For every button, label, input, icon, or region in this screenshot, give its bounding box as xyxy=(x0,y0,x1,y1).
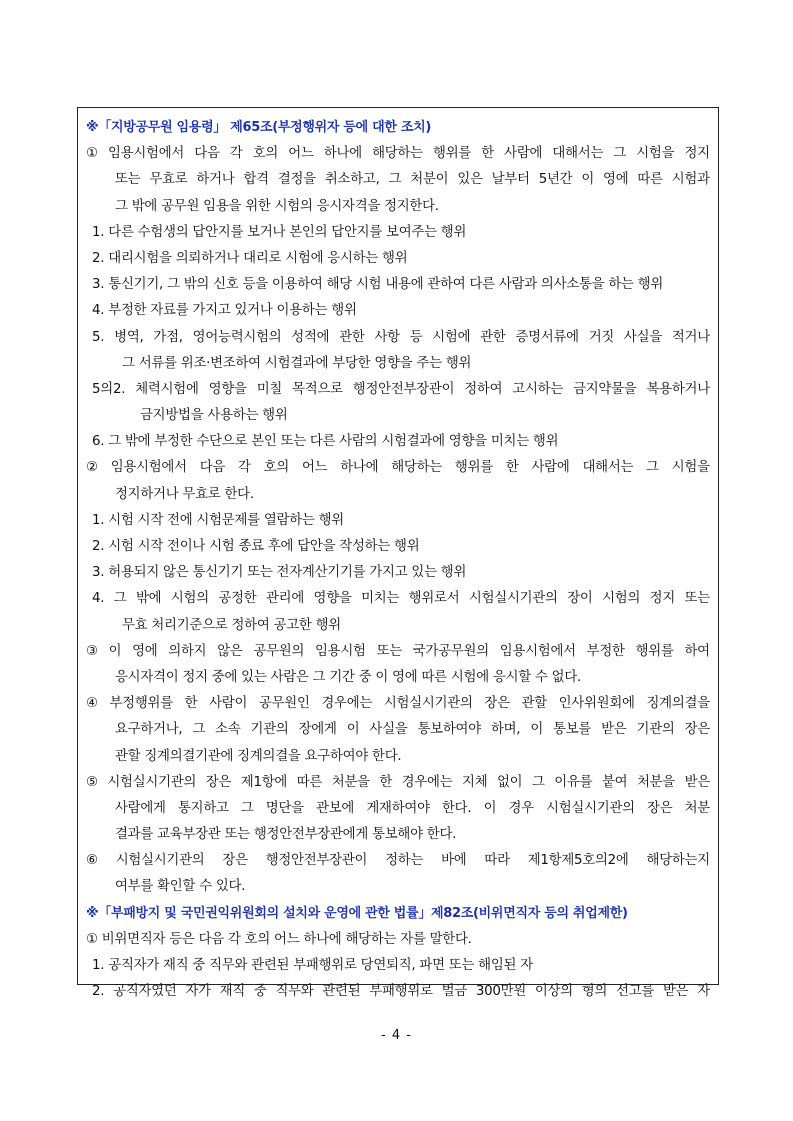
word: 경우에는 xyxy=(401,774,453,790)
word: 처분 xyxy=(684,800,710,816)
word: 복용하거나 xyxy=(646,381,710,397)
word: 한 xyxy=(184,696,198,712)
word: 사람에 xyxy=(531,460,570,476)
word: 체력시험에 xyxy=(135,381,199,397)
word: 통보하여야 xyxy=(417,722,481,738)
document-line xyxy=(86,770,710,796)
document-line xyxy=(86,586,710,612)
word: 부정한 xyxy=(586,643,625,659)
word: ② xyxy=(86,460,98,476)
word: 대해서는 xyxy=(582,460,634,476)
word: 5. xyxy=(92,329,105,345)
document-line xyxy=(86,848,710,874)
word: 처분을 xyxy=(636,774,675,790)
word: 받은 xyxy=(662,984,689,1000)
word: 따라 xyxy=(484,853,510,869)
document-line: 2. 시험 시작 전이나 시험 종료 후에 답안을 작성하는 행위 xyxy=(92,539,420,554)
word: 바에 xyxy=(441,853,467,869)
word: 시험실시기관의 xyxy=(468,591,558,607)
word: 공직자였던 xyxy=(113,984,177,1000)
word: 병역, xyxy=(114,329,144,345)
document-line xyxy=(86,796,710,822)
word: 사람에게 xyxy=(115,800,166,816)
word: 인사위원회에 xyxy=(558,696,635,712)
word: 5의2. xyxy=(92,381,126,397)
word: 관한 xyxy=(339,329,365,345)
word: 정하는 xyxy=(385,853,424,869)
word: 공무원의 xyxy=(253,643,305,659)
word: 사람이 xyxy=(209,696,248,712)
word: 공무원인 xyxy=(258,696,310,712)
word: 그 xyxy=(646,460,659,476)
word: 적거나 xyxy=(671,329,710,345)
document-line: 여부를 확인할 수 있다. xyxy=(115,879,246,895)
document-line: 무효 처리기준으로 정하여 공고한 행위 xyxy=(122,617,341,633)
word: 장에게 xyxy=(298,722,337,738)
section-heading: ※「부패방지 및 국민권익위원회의 설치와 운영에 관한 법률」제82조(비위면직자 등의 취업제한) xyxy=(86,905,628,921)
word: 징계의결을 xyxy=(646,696,710,712)
word: 영향을 xyxy=(208,381,247,397)
document-line: 정지하거나 무효로 한다. xyxy=(115,486,254,502)
word: 벌금 xyxy=(441,984,467,1000)
word: 따른 xyxy=(637,172,663,188)
word: 어느 xyxy=(288,146,314,162)
word: 정지 xyxy=(649,591,676,607)
document-line: 관할 징계의결기관에 징계의결을 요구하여야 한다. xyxy=(115,748,402,764)
document-line xyxy=(86,717,710,743)
word: 기관의 xyxy=(636,722,675,738)
word: 소속 xyxy=(215,722,241,738)
document-line xyxy=(86,691,710,717)
word: 받은 xyxy=(684,774,710,790)
word: 처분이 xyxy=(410,172,449,188)
word: 정지 xyxy=(684,146,710,162)
word: ④ xyxy=(86,696,98,712)
document-line: 3. 허용되지 않은 통신기기 또는 전자계산기기를 가지고 있는 행위 xyxy=(92,565,467,581)
word: 결정을 xyxy=(277,172,316,188)
word: 또는 xyxy=(115,172,141,188)
word: 해당하는 xyxy=(391,460,442,476)
word: 각 xyxy=(238,460,251,476)
word: 시험에 xyxy=(432,329,471,345)
word: 관리에 xyxy=(265,591,305,607)
word: 통보를 xyxy=(553,722,592,738)
word: 게재하여야 xyxy=(366,800,430,816)
word: 국가공무원의 xyxy=(412,643,489,659)
document-line: 응시자격이 정지 중에 있는 사람은 그 기간 중 이 영에 따른 시험에 응시할 수 없다. xyxy=(115,669,582,685)
word: 장이 xyxy=(567,591,593,607)
word: 그 xyxy=(240,800,254,816)
word: 지체 xyxy=(462,774,488,790)
word: 하나에 xyxy=(323,146,362,162)
word: 임용시험에서 xyxy=(110,460,187,476)
word: 이 xyxy=(530,722,544,738)
word: 없이 xyxy=(497,774,523,790)
word: 부정행위를 xyxy=(109,696,173,712)
word: 다음 xyxy=(194,146,220,162)
word: 금지약물을 xyxy=(573,381,637,397)
word: 고시하는 xyxy=(512,381,564,397)
word: 시험을 xyxy=(636,146,675,162)
word: 미치는 xyxy=(361,591,400,607)
word: 다음 xyxy=(199,460,226,476)
word: 날부터 xyxy=(491,172,530,188)
document-line: 3. 통신기기, 그 밖의 신호 등을 이용하여 해당 시험 내용에 관하여 다른 사람과 의사소통을 하는 행위 xyxy=(92,277,664,293)
word: 사람에 xyxy=(504,146,543,162)
word: 시험의 xyxy=(602,591,641,607)
word: 이상의 xyxy=(534,984,573,1000)
word: 영향을 xyxy=(313,591,352,607)
word: 그 xyxy=(113,591,127,607)
document-line: 1. 시험 시작 전에 시험문제를 열람하는 행위 xyxy=(92,512,344,528)
document-line: 결과를 교육부장관 또는 행정안전부장관에게 통보해야 한다. xyxy=(115,827,457,843)
word: 관련된 xyxy=(322,984,361,1000)
section-heading: ※「지방공무원 임용령」 제65조(부정행위자 등에 대한 조치) xyxy=(86,120,432,135)
word: 해당하는지 xyxy=(646,853,710,869)
document-line xyxy=(86,639,710,665)
document-line: 6. 그 밖에 부정한 수단으로 본인 또는 다른 사람의 시험결과에 영향을 미치는 행위 xyxy=(92,434,559,450)
word: 호의 xyxy=(252,146,279,162)
word: 영에 xyxy=(132,643,158,659)
word: 의하지 xyxy=(168,643,207,659)
word: 중 xyxy=(253,984,267,1000)
word: 한다. xyxy=(441,800,472,816)
word: 경우에는 xyxy=(321,696,373,712)
document-line: 금지방법을 사용하는 행위 xyxy=(140,408,288,424)
word: ⑤ xyxy=(86,774,98,790)
word: 그 xyxy=(531,774,545,790)
word: 관한 xyxy=(480,329,506,345)
document-line: 4. 부정한 자료를 가지고 있거나 이용하는 행위 xyxy=(92,303,357,319)
document-line: 그 서류를 위조·변조하여 시험결과에 부당한 영향을 주는 행위 xyxy=(122,355,472,371)
word: 300만원 xyxy=(475,984,527,1000)
word: 부패행위로 xyxy=(369,984,433,1000)
word: 장은 xyxy=(684,722,710,738)
word: 장은 xyxy=(222,853,248,869)
word: 한 xyxy=(481,146,494,162)
word: 그 xyxy=(388,172,402,188)
word: 공정한 xyxy=(218,591,257,607)
word: 시험의 xyxy=(170,591,209,607)
word: 한 xyxy=(505,460,519,476)
word: 재직 xyxy=(219,984,246,1000)
word: 사항 xyxy=(374,329,400,345)
word: 어느 xyxy=(301,460,328,476)
document-box xyxy=(77,107,719,1000)
document-line: ① 비위면직자 등은 다음 각 호의 어느 하나에 해당하는 자를 말한다. xyxy=(86,931,472,947)
word: 2. xyxy=(92,984,105,1000)
word: 행위를 xyxy=(454,460,493,476)
word: 시험실시기관의 xyxy=(115,853,205,869)
word: 4. xyxy=(92,591,105,607)
word: 거짓 xyxy=(588,329,615,345)
word: 않은 xyxy=(217,643,243,659)
word: 선고를 xyxy=(616,984,655,1000)
word: 형의 xyxy=(581,984,608,1000)
word: ① xyxy=(86,146,98,162)
document-line xyxy=(86,167,710,193)
document-line xyxy=(86,979,710,1005)
word: 대해서는 xyxy=(552,146,604,162)
document-line xyxy=(86,377,710,403)
word: 가점, xyxy=(153,329,183,345)
word: 따른 xyxy=(296,774,323,790)
word: 밖에 xyxy=(135,591,162,607)
word: 사실을 xyxy=(623,329,662,345)
word: 시험과 xyxy=(671,172,710,188)
word: 하며, xyxy=(490,722,521,738)
document-line: 1. 다른 수험생의 답안지를 보거나 본인의 답안지를 보여주는 행위 xyxy=(92,224,467,240)
word: 행정안전부장관이 xyxy=(352,381,455,397)
word: 직무와 xyxy=(275,984,314,1000)
word: 관할 xyxy=(521,696,547,712)
word: 영어능력시험의 xyxy=(192,329,282,345)
word: 받은 xyxy=(601,722,627,738)
word: 이 xyxy=(581,172,595,188)
word: 하여 xyxy=(684,643,710,659)
word: 경우 xyxy=(508,800,534,816)
word: 또는 xyxy=(684,591,710,607)
word: 그 xyxy=(613,146,627,162)
word: 임용시험 xyxy=(314,643,366,659)
word: 5년간 xyxy=(538,172,573,188)
document-line xyxy=(86,141,710,167)
word: 장은 xyxy=(647,800,673,816)
word: 자 xyxy=(697,984,710,1000)
word: 통지하고 xyxy=(177,800,229,816)
word: 이 xyxy=(346,722,360,738)
word: 증명서류에 xyxy=(515,329,579,345)
word: 붙여 xyxy=(601,774,628,790)
word: 하거나 xyxy=(196,172,235,188)
document-line xyxy=(86,455,710,481)
word: 시험실시기관의 xyxy=(383,696,473,712)
word: 정하여 xyxy=(464,381,503,397)
word: 임용시험에서 xyxy=(107,146,185,162)
word: 관보에 xyxy=(316,800,355,816)
document-line xyxy=(86,325,710,351)
word: 행위를 xyxy=(433,146,472,162)
document-line: 2. 대리시험을 의뢰하거나 대리로 시험에 응시하는 행위 xyxy=(92,250,408,266)
word: 장은 xyxy=(205,774,232,790)
word: 그 xyxy=(192,722,206,738)
word: ⑥ xyxy=(86,853,98,869)
word: 자가 xyxy=(185,984,211,1000)
word: 기관의 xyxy=(250,722,289,738)
word: 사실을 xyxy=(369,722,408,738)
word: 임용시험에서 xyxy=(499,643,576,659)
page-number: - 4 - xyxy=(381,1028,412,1043)
word: 장은 xyxy=(484,696,510,712)
word: 제1항제5호의2에 xyxy=(527,853,629,869)
word: 있은 xyxy=(457,172,483,188)
word: 호의 xyxy=(263,460,290,476)
word: 영에 xyxy=(603,172,629,188)
document-line: 1. 공직자가 재직 중 직무와 관련된 부패행위로 당연퇴직, 파면 또는 해임된 자 xyxy=(92,958,533,973)
word: 행정안전부장관이 xyxy=(265,853,368,869)
word: 미칠 xyxy=(256,381,283,397)
word: 각 xyxy=(229,146,243,162)
document-content xyxy=(78,108,718,1005)
word: 이 xyxy=(483,800,497,816)
word: 행위를 xyxy=(635,643,674,659)
word: 성적에 xyxy=(291,329,330,345)
word: 해당하는 xyxy=(372,146,423,162)
word: 시험을 xyxy=(671,460,710,476)
word: 시험실시기관의 xyxy=(107,774,197,790)
word: 처분을 xyxy=(331,774,370,790)
word: 행위로서 xyxy=(408,591,460,607)
document-line: 그 밖에 공무원 임용을 위한 시험의 응시자격을 정지한다. xyxy=(115,198,439,214)
word: 제1항에 xyxy=(240,774,288,790)
word: 명단을 xyxy=(265,800,304,816)
word: 이 xyxy=(108,643,122,659)
word: 시험실시기관의 xyxy=(546,800,635,816)
word: ③ xyxy=(86,643,98,659)
word: 무효로 xyxy=(149,172,188,188)
word: 합격 xyxy=(243,172,269,188)
word: 등 xyxy=(409,329,423,345)
word: 한 xyxy=(379,774,393,790)
word: 취소하고, xyxy=(324,172,380,188)
word: 요구하거나, xyxy=(115,722,183,738)
word: 이유를 xyxy=(554,774,593,790)
word: 또는 xyxy=(376,643,402,659)
word: 목적으로 xyxy=(292,381,343,397)
word: 하나에 xyxy=(340,460,379,476)
